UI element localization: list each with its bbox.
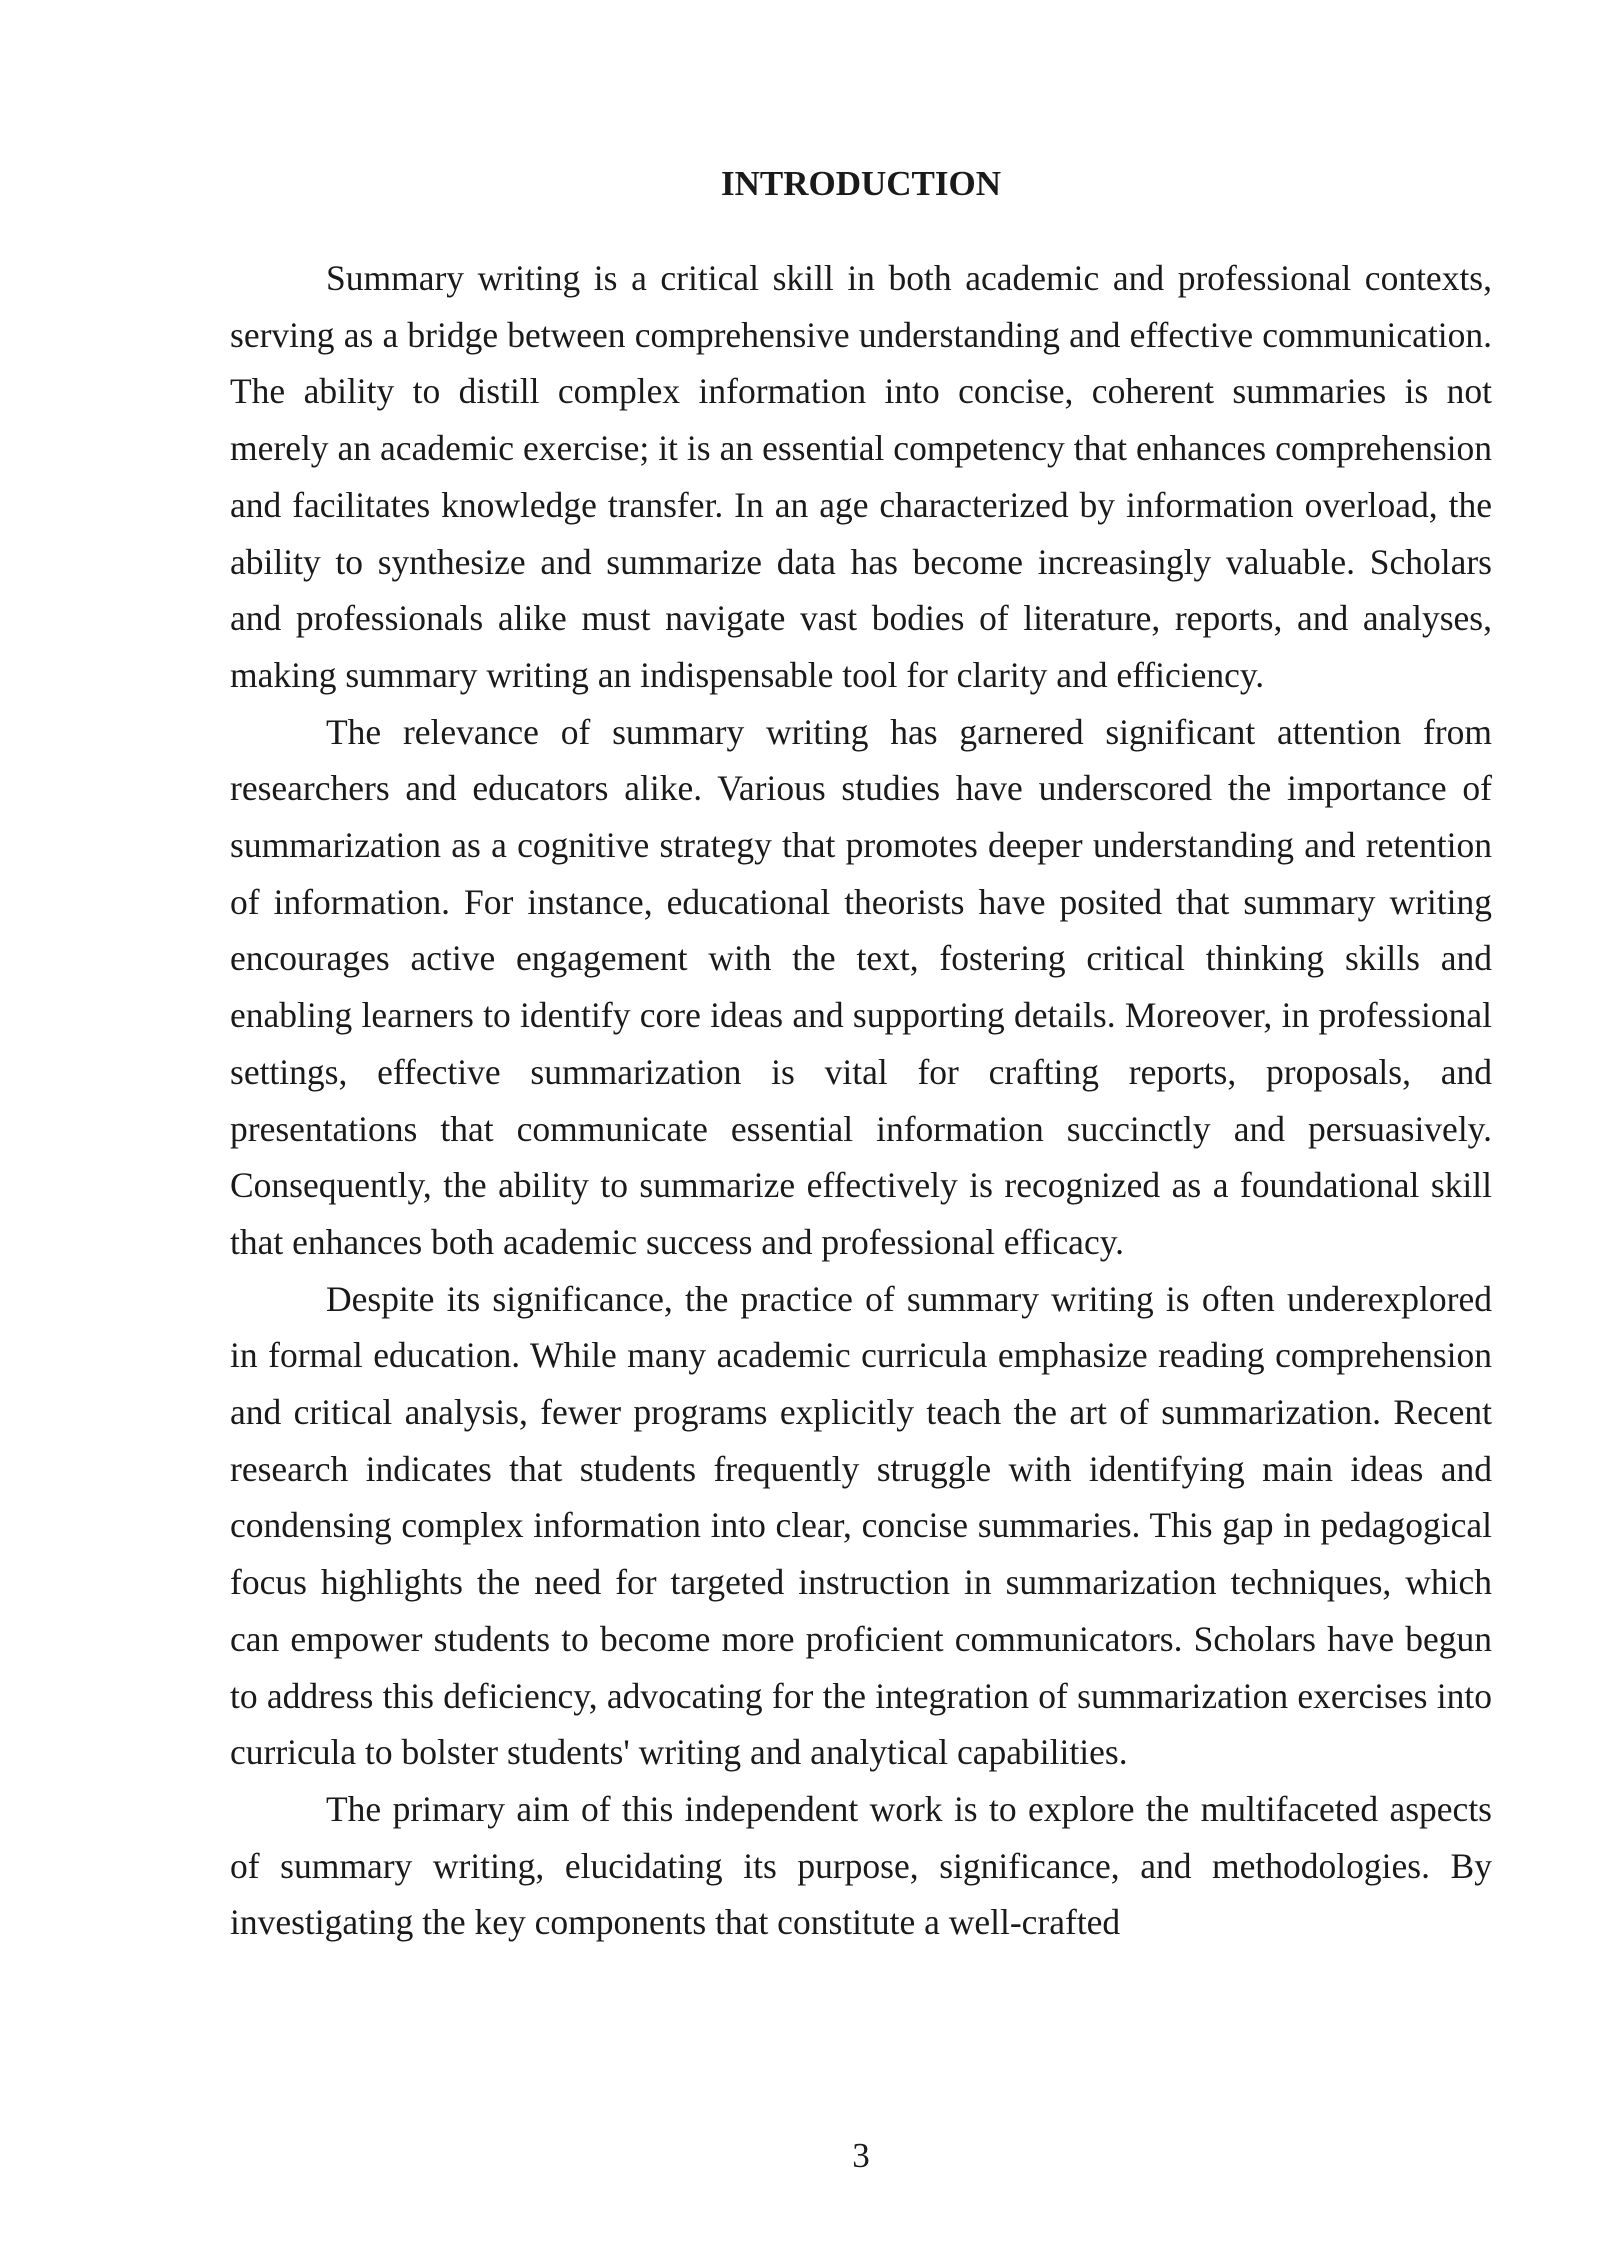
section-heading: INTRODUCTION	[720, 164, 1002, 203]
page-number: 3	[852, 2136, 870, 2175]
body-text	[230, 250, 1492, 1951]
paragraph-2: The relevance of summary writing has garnered significant attention from researchers and educators alike. Various studies have underscored the importance of summarization as a cognitive strategy that promotes deeper understanding and retention of information. For instance, educational theorists have posited that summary writing encourages active engagement with the text, fostering critical thinking skills and enabling learners to identify core ideas and supporting details. Moreover, in professional settings, effective summarization is vital for crafting reports, proposals, and presentations that communicate essential information succinctly and persuasively. Consequently, the ability to summarize effectively is recognized as a foundational skill that enhances both academic success and professional efficacy.	[230, 711, 1492, 1262]
paragraph-3: Despite its significance, the practice of summary writing is often underexplored in formal education. While many academic curricula emphasize reading comprehension and critical analysis, fewer programs explicitly teach the art of summarization. Recent research indicates that students frequently struggle with identifying main ideas and condensing complex information into clear, concise summaries. This gap in pedagogical focus highlights the need for targeted instruction in summarization techniques, which can empower students to become more proficient communicators. Scholars have begun to address this deficiency, advocating for the integration of summarization exercises into curricula to bolster students' writing and analytical capabilities.	[230, 1278, 1492, 1773]
paragraph-4: The primary aim of this independent work is to explore the multifaceted aspects of summary writing, elucidating its purpose, significance, and methodologies. By investigating the key components that constitute a well-crafted	[230, 1788, 1492, 1943]
paragraph-1: Summary writing is a critical skill in both academic and professional contexts, serving as a bridge between comprehensive understanding and effective communication. The ability to distill complex information into concise, coherent summaries is not merely an academic exercise; it is an essential competency that enhances comprehension and facilitates knowledge transfer. In an age characterized by information overload, the ability to synthesize and summarize data has become increasingly valuable. Scholars and professionals alike must navigate vast bodies of literature, reports, and analyses, making summary writing an indispensable tool for clarity and efficiency.	[230, 258, 1492, 695]
